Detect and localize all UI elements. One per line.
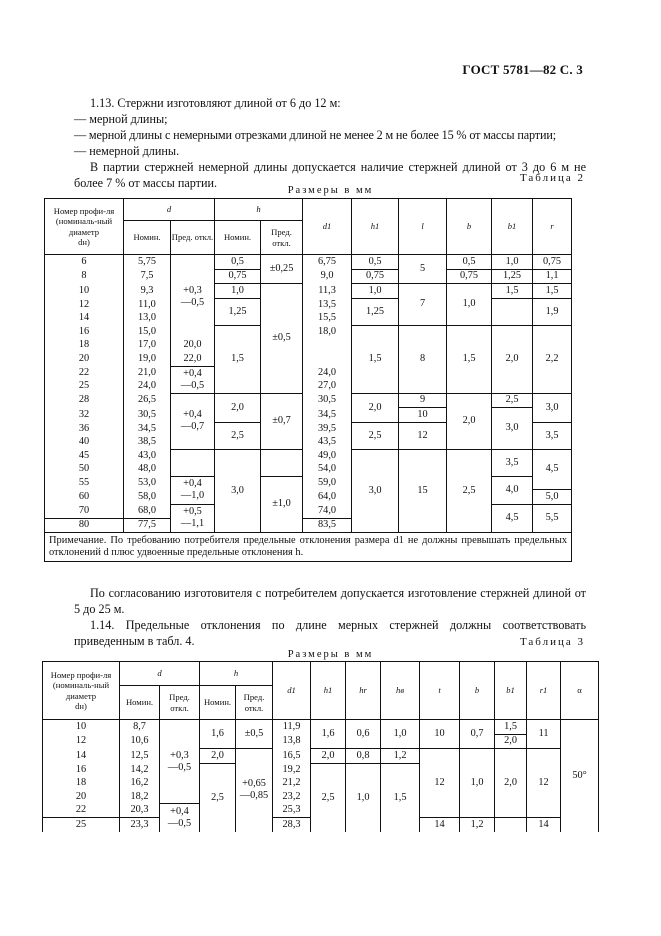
cell: 2,0 bbox=[495, 749, 527, 818]
cell: 10 bbox=[45, 284, 124, 299]
cell: 20 bbox=[43, 790, 120, 804]
cell: 28 bbox=[45, 393, 124, 408]
cell: 1,25 bbox=[352, 298, 399, 325]
cell: 1,5 bbox=[352, 325, 399, 393]
cell: 18,0 bbox=[303, 325, 352, 339]
cell: 53,0 bbox=[124, 476, 171, 490]
cell: 12,5 bbox=[120, 749, 160, 764]
header-nominal: Номин. bbox=[215, 221, 261, 255]
text-line: — немерной длины. bbox=[74, 144, 180, 158]
header-d1: d1 bbox=[303, 199, 352, 255]
cell: 6,75 bbox=[303, 255, 352, 270]
cell: 14 bbox=[420, 818, 460, 832]
cell: 0,5 bbox=[215, 255, 261, 270]
cell-deviation: +0,4 —0,7 bbox=[171, 393, 215, 449]
cell-deviation: +0,3 —0,5 bbox=[171, 255, 215, 339]
header-deviation: Пред. откл. bbox=[160, 686, 200, 720]
cell: 21,0 bbox=[124, 366, 171, 380]
cell: 19,0 bbox=[124, 352, 171, 366]
cell: 36 bbox=[45, 422, 124, 436]
cell: 2,2 bbox=[533, 325, 572, 393]
cell: 10,6 bbox=[120, 734, 160, 749]
header-b1: b1 bbox=[495, 662, 527, 720]
paragraphs-after-table-2 bbox=[74, 585, 586, 649]
cell: 80 bbox=[45, 518, 124, 533]
cell: 34,5 bbox=[124, 422, 171, 436]
cell: 2,0 bbox=[352, 393, 399, 422]
header-b: b bbox=[447, 199, 492, 255]
cell: 27,0 bbox=[303, 380, 352, 394]
cell: 1,0 bbox=[381, 720, 420, 749]
cell: 0,5 bbox=[447, 255, 492, 270]
cell: 3,0 bbox=[215, 449, 261, 533]
header-d1: d1 bbox=[273, 662, 311, 720]
cell: 1,9 bbox=[533, 298, 572, 325]
cell-deviation: +0,4 —0,5 bbox=[171, 366, 215, 393]
cell: 2,0 bbox=[311, 749, 346, 764]
cell: 14 bbox=[43, 749, 120, 764]
cell: 11,3 bbox=[303, 284, 352, 299]
cell: 9,0 bbox=[303, 269, 352, 284]
cell: 15,0 bbox=[124, 325, 171, 339]
cell: 5,75 bbox=[124, 255, 171, 270]
cell: 3,5 bbox=[533, 422, 572, 449]
cell-deviation: +0,3 —0,5 bbox=[160, 720, 200, 804]
cell: 1,0 bbox=[215, 284, 261, 299]
cell: 14 bbox=[527, 818, 561, 832]
table-3-units: Размеры в мм bbox=[287, 649, 374, 660]
cell bbox=[492, 298, 533, 325]
cell: 34,5 bbox=[303, 408, 352, 423]
cell: 68,0 bbox=[124, 504, 171, 518]
cell: 70 bbox=[45, 504, 124, 518]
cell: 0,7 bbox=[460, 720, 495, 749]
text-line: В партии стержней немерной длины допускается наличие стержней длиной от 3 до 6 м не более 7 % от массы партии. bbox=[74, 160, 586, 190]
cell: 43,0 bbox=[124, 449, 171, 463]
cell: 32 bbox=[45, 408, 124, 423]
table-row bbox=[45, 449, 572, 463]
cell: 1,25 bbox=[492, 269, 533, 284]
cell: 2,5 bbox=[200, 763, 236, 832]
cell: 18 bbox=[45, 339, 124, 353]
cell: 2,0 bbox=[492, 325, 533, 393]
cell: 24,0 bbox=[124, 380, 171, 394]
cell: 50 bbox=[45, 463, 124, 477]
cell: 1,5 bbox=[492, 284, 533, 299]
clause-1-13 bbox=[74, 95, 586, 191]
header-nominal: Номин. bbox=[200, 686, 236, 720]
cell: 20 bbox=[45, 352, 124, 366]
cell: 2,0 bbox=[200, 749, 236, 764]
text-line: 1.13. Стержни изготовляют длиной от 6 до 12 м: bbox=[90, 96, 341, 110]
cell: 28,3 bbox=[273, 818, 311, 832]
cell: 1,6 bbox=[200, 720, 236, 749]
cell: ±0,5 bbox=[261, 284, 303, 394]
cell: 1,2 bbox=[381, 749, 420, 764]
header-t: t bbox=[420, 662, 460, 720]
cell: 16,2 bbox=[120, 777, 160, 791]
cell: 1,5 bbox=[447, 325, 492, 393]
cell: 30,5 bbox=[303, 393, 352, 408]
cell: 74,0 bbox=[303, 504, 352, 518]
cell: 3,0 bbox=[492, 408, 533, 450]
cell: 12 bbox=[527, 749, 561, 818]
cell: 20,0 bbox=[171, 339, 215, 353]
cell: 10 bbox=[399, 408, 447, 423]
table-2 bbox=[44, 198, 572, 562]
cell: 1,0 bbox=[346, 763, 381, 832]
cell-deviation: +0,4 —1,0 bbox=[171, 476, 215, 504]
cell bbox=[261, 449, 303, 476]
cell: 9,3 bbox=[124, 284, 171, 299]
cell: 19,2 bbox=[273, 763, 311, 777]
cell: 16 bbox=[43, 763, 120, 777]
header-nominal: Номин. bbox=[124, 221, 171, 255]
cell: 5,0 bbox=[533, 490, 572, 505]
cell: 25 bbox=[45, 380, 124, 394]
cell: 25 bbox=[43, 818, 120, 832]
cell: 11,9 bbox=[273, 720, 311, 735]
cell: 25,3 bbox=[273, 804, 311, 818]
cell: 8 bbox=[399, 325, 447, 393]
cell bbox=[171, 449, 215, 476]
cell: 45 bbox=[45, 449, 124, 463]
header-profile: Номер профи-ля (номиналь-ный диаметр dн) bbox=[43, 662, 120, 720]
cell: 1,5 bbox=[533, 284, 572, 299]
cell: 7 bbox=[399, 284, 447, 326]
table-row bbox=[45, 269, 572, 284]
cell: 64,0 bbox=[303, 490, 352, 505]
header-profile: Номер профи-ля (номиналь-ный диаметр dн) bbox=[45, 199, 124, 255]
header-d: d bbox=[120, 662, 200, 686]
cell: 58,0 bbox=[124, 490, 171, 505]
cell: 49,0 bbox=[303, 449, 352, 463]
table-row bbox=[45, 255, 572, 270]
table-row bbox=[45, 284, 572, 299]
cell: 22,0 bbox=[171, 352, 215, 366]
cell: 38,5 bbox=[124, 436, 171, 450]
cell: 12 bbox=[43, 734, 120, 749]
header-b1: b1 bbox=[492, 199, 533, 255]
cell: 2,0 bbox=[495, 734, 527, 749]
cell: 12 bbox=[45, 298, 124, 312]
cell: 20,3 bbox=[120, 804, 160, 818]
cell: 12 bbox=[420, 749, 460, 818]
cell: 18 bbox=[43, 777, 120, 791]
cell: 2,0 bbox=[447, 393, 492, 449]
cell: 9 bbox=[399, 393, 447, 408]
cell: 8 bbox=[45, 269, 124, 284]
text-paragraph: По согласованию изготовителя с потребителем допускается изготовление стержней длиной от 5 до 25 м. bbox=[74, 586, 586, 616]
cell: 5,5 bbox=[533, 504, 572, 533]
cell: 77,5 bbox=[124, 518, 171, 533]
table-2-note: Примечание. По требованию потребителя предельные отклонения размера d1 не должны превышать предельных отклонений d плюс удвоенные предельные отклонения h. bbox=[45, 533, 572, 562]
cell: 0,75 bbox=[447, 269, 492, 284]
cell: 39,5 bbox=[303, 422, 352, 436]
cell: 54,0 bbox=[303, 463, 352, 477]
header-b: b bbox=[460, 662, 495, 720]
cell: 1,5 bbox=[215, 325, 261, 393]
table-3-caption: Таблица 3 bbox=[519, 636, 585, 648]
table-row bbox=[45, 504, 572, 518]
cell: 2,0 bbox=[215, 393, 261, 422]
cell: 83,5 bbox=[303, 518, 352, 533]
cell: 10 bbox=[420, 720, 460, 749]
cell: 48,0 bbox=[124, 463, 171, 477]
cell: 15,5 bbox=[303, 312, 352, 326]
cell-deviation: +0,5 —1,1 bbox=[171, 504, 215, 533]
table-row bbox=[45, 408, 572, 423]
table-row bbox=[45, 393, 572, 408]
cell: 2,5 bbox=[352, 422, 399, 449]
cell: 60 bbox=[45, 490, 124, 505]
cell: 11 bbox=[527, 720, 561, 749]
table-row bbox=[45, 298, 572, 312]
header-hr: hr bbox=[346, 662, 381, 720]
header-h: h bbox=[200, 662, 273, 686]
table-note-row bbox=[45, 533, 572, 562]
cell-deviation: +0,4 —0,5 bbox=[160, 804, 200, 832]
cell: 10 bbox=[43, 720, 120, 735]
header-deviation: Пред. откл. bbox=[236, 686, 273, 720]
cell: 1,5 bbox=[381, 763, 420, 832]
cell-deviation: +0,65 —0,85 bbox=[236, 749, 273, 832]
cell: ±0,5 bbox=[236, 720, 273, 749]
table-row bbox=[43, 720, 599, 735]
cell: ±0,25 bbox=[261, 255, 303, 284]
table-3 bbox=[42, 661, 599, 832]
cell: 50° bbox=[561, 720, 599, 832]
cell: 5 bbox=[399, 255, 447, 284]
cell: 21,2 bbox=[273, 777, 311, 791]
cell: 3,0 bbox=[352, 449, 399, 533]
cell: 22 bbox=[43, 804, 120, 818]
cell: 2,5 bbox=[215, 422, 261, 449]
cell: 55 bbox=[45, 476, 124, 490]
header-h1: h1 bbox=[352, 199, 399, 255]
cell: 24,0 bbox=[303, 366, 352, 380]
header-r1: r1 bbox=[527, 662, 561, 720]
text-paragraph: 1.14. Предельные отклонения по длине мерных стержней должны соответствовать приведенным в табл. 4. bbox=[74, 618, 586, 648]
cell: 40 bbox=[45, 436, 124, 450]
cell: ±1,0 bbox=[261, 476, 303, 533]
header-deviation: Пред. откл. bbox=[261, 221, 303, 255]
cell: 1,6 bbox=[311, 720, 346, 749]
cell: 15 bbox=[399, 449, 447, 533]
text-line: — мерной длины с немерными отрезками длиной не менее 2 м не более 15 % от массы партии; bbox=[74, 128, 556, 142]
cell: 6 bbox=[45, 255, 124, 270]
cell: 3,5 bbox=[492, 449, 533, 476]
cell: 1,0 bbox=[447, 284, 492, 326]
header-l: l bbox=[399, 199, 447, 255]
cell: 11,0 bbox=[124, 298, 171, 312]
cell: 14 bbox=[45, 312, 124, 326]
table-2-units: Размеры в мм bbox=[287, 185, 374, 196]
table-row bbox=[45, 325, 572, 339]
cell: 59,0 bbox=[303, 476, 352, 490]
cell: 1,2 bbox=[460, 818, 495, 832]
cell: 14,2 bbox=[120, 763, 160, 777]
cell: 3,0 bbox=[533, 393, 572, 422]
cell: 0,6 bbox=[346, 720, 381, 749]
cell: 13,0 bbox=[124, 312, 171, 326]
cell: 16,5 bbox=[273, 749, 311, 764]
cell: 16 bbox=[45, 325, 124, 339]
cell: 4,5 bbox=[492, 504, 533, 533]
cell: 1,0 bbox=[492, 255, 533, 270]
cell: 4,5 bbox=[533, 449, 572, 490]
cell: 0,75 bbox=[533, 255, 572, 270]
cell: 26,5 bbox=[124, 393, 171, 408]
cell: ±0,7 bbox=[261, 393, 303, 449]
cell: 4,0 bbox=[492, 476, 533, 504]
cell: 1,0 bbox=[352, 284, 399, 299]
header-h1: h1 bbox=[311, 662, 346, 720]
table-row bbox=[43, 749, 599, 764]
header-nominal: Номин. bbox=[120, 686, 160, 720]
cell: 1,5 bbox=[495, 720, 527, 735]
cell: 0,75 bbox=[352, 269, 399, 284]
cell: 2,5 bbox=[311, 763, 346, 832]
cell: 1,25 bbox=[215, 298, 261, 325]
cell: 13,5 bbox=[303, 298, 352, 312]
cell: 43,5 bbox=[303, 436, 352, 450]
header-r: r bbox=[533, 199, 572, 255]
cell: 8,7 bbox=[120, 720, 160, 735]
cell: 17,0 bbox=[124, 339, 171, 353]
cell: 0,75 bbox=[215, 269, 261, 284]
cell: 2,5 bbox=[492, 393, 533, 408]
cell: 23,2 bbox=[273, 790, 311, 804]
cell: 7,5 bbox=[124, 269, 171, 284]
cell bbox=[495, 818, 527, 832]
header-h: h bbox=[215, 199, 303, 221]
cell: 1,0 bbox=[460, 749, 495, 818]
header-alpha: α bbox=[561, 662, 599, 720]
header-hb: hв bbox=[381, 662, 420, 720]
cell: 1,1 bbox=[533, 269, 572, 284]
cell: 13,8 bbox=[273, 734, 311, 749]
table-2-caption: Таблица 2 bbox=[519, 172, 585, 184]
header-d: d bbox=[124, 199, 215, 221]
cell: 0,5 bbox=[352, 255, 399, 270]
table-row bbox=[45, 476, 572, 490]
cell: 0,8 bbox=[346, 749, 381, 764]
cell: 23,3 bbox=[120, 818, 160, 832]
cell: 2,5 bbox=[447, 449, 492, 533]
cell: 18,2 bbox=[120, 790, 160, 804]
text-line: — мерной длины; bbox=[74, 112, 168, 126]
header-deviation: Пред. откл. bbox=[171, 221, 215, 255]
cell: 30,5 bbox=[124, 408, 171, 423]
cell: 12 bbox=[399, 422, 447, 449]
cell: 22 bbox=[45, 366, 124, 380]
page-header: ГОСТ 5781—82 С. 3 bbox=[462, 62, 583, 77]
